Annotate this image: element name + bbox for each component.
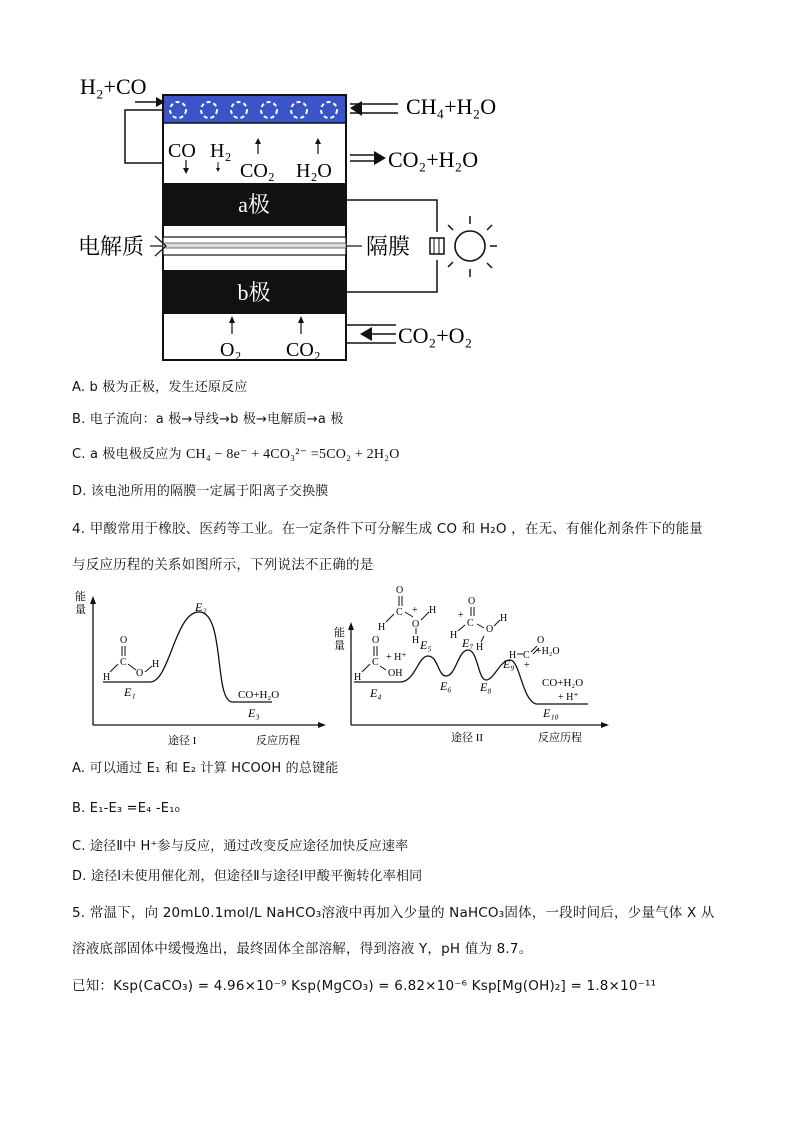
electrode-a-label: a极: [238, 192, 270, 217]
chart1-e1: E₁: [124, 685, 136, 699]
option-4a: A. 可以通过 E₁ 和 E₂ 计算 HCOOH 的总键能: [72, 761, 339, 776]
species-co: CO: [168, 140, 196, 162]
svg-text:O: O: [468, 596, 476, 607]
svg-text:H: H: [354, 672, 362, 683]
intermediate-structure-1: [378, 585, 436, 646]
species-h2o: H₂O: [296, 160, 332, 182]
chart1-e3: E₃: [248, 706, 260, 720]
question-5-line2: 溶液底部固体中缓慢逸出，最终固体全部溶解，得到溶液 Y，pH 值为 8.7。: [72, 941, 533, 957]
chart1-xlabel-route: 途径 I: [168, 735, 197, 747]
option-3d: D. 该电池所用的隔膜一定属于阳离子交换膜: [72, 484, 329, 499]
membrane-label: 隔膜: [366, 234, 411, 259]
chart2-plus-h2o: +H₂O: [536, 646, 560, 657]
inlet-gas-top: CH₄+H₂O: [406, 94, 497, 119]
svg-text:H: H: [476, 642, 484, 653]
svg-text:C: C: [396, 607, 403, 618]
chart2-e9: E₉: [503, 657, 515, 671]
species-co2: CO₂: [240, 160, 275, 182]
chart1-e2: E₂: [195, 600, 207, 614]
species-h2: H₂: [210, 140, 232, 162]
option-3c-equation: CH₄ − 8e⁻ + 4CO₃²⁻ =5CO₂ + 2H₂O: [185, 447, 400, 462]
option-3a: A. b 极为正极，发生还原反应: [72, 380, 248, 395]
chart1-xlabel-progress: 反应历程: [256, 735, 300, 747]
chart2-e10: E₁₀: [543, 706, 559, 720]
chart2-product-line2: + H⁺: [558, 692, 579, 703]
svg-text:+: +: [412, 605, 418, 616]
svg-text:O: O: [120, 635, 128, 646]
svg-text:+: +: [524, 660, 530, 671]
svg-text:H: H: [429, 605, 437, 616]
svg-text:O: O: [136, 668, 144, 679]
svg-text:C: C: [523, 650, 530, 661]
question-4-stem-line1: 4. 甲酸常用于橡胶、医药等工业。在一定条件下可分解生成 CO 和 H₂O ，在无、有催化剂条件下的能量: [72, 521, 703, 537]
species-o2-bottom: O₂: [220, 339, 242, 361]
question-4-stem-line2: 与反应历程的关系如图所示，下列说法不正确的是: [72, 557, 374, 573]
option-4d: D. 途径Ⅰ未使用催化剂，但途径Ⅱ与途径Ⅰ甲酸平衡转化率相同: [72, 869, 423, 884]
chart1-ylabel-1: 能: [75, 591, 86, 603]
svg-text:O: O: [412, 619, 420, 630]
svg-text:OH: OH: [388, 668, 403, 679]
svg-text:+: +: [458, 610, 464, 621]
question-5-known-constants: 已知：Ksp(CaCO₃) = 4.96×10⁻⁹ Ksp(MgCO₃) = 6.82×10⁻⁶ Ksp[Mg(OH)₂] = 1.8×10⁻¹¹: [72, 978, 657, 994]
svg-text:O: O: [537, 635, 545, 646]
chart2-e6: E₆: [440, 679, 452, 693]
chart1-ylabel-2: 量: [75, 604, 86, 616]
option-4c: C. 途径Ⅱ中 H⁺参与反应，通过改变反应途径加快反应速率: [72, 839, 409, 854]
energy-chart-route-2: [334, 585, 609, 744]
chart2-plus-h: + H⁺: [386, 652, 407, 663]
svg-text:H: H: [103, 672, 111, 683]
svg-text:O: O: [486, 624, 494, 635]
chart2-e5: E₅: [420, 638, 432, 652]
formic-acid-structure-1: [103, 635, 159, 683]
chart2-ylabel-2: 量: [334, 640, 345, 652]
electrolyte-label: 电解质: [78, 234, 145, 259]
svg-text:H: H: [152, 659, 160, 670]
option-3c-prefix: C. a 极电极反应为: [72, 447, 186, 462]
inlet-gas-bottom: CO₂+O₂: [398, 323, 473, 348]
svg-text:H: H: [412, 635, 420, 646]
energy-chart-route-1: [75, 589, 326, 747]
electrode-b-label: b极: [237, 280, 271, 305]
chart2-product-line1: CO+H₂O: [542, 677, 584, 689]
svg-text:C: C: [372, 657, 379, 668]
svg-text:O: O: [372, 635, 380, 646]
svg-text:H: H: [378, 622, 386, 633]
question-5-line1: 5. 常温下，向 20mL0.1mol/L NaHCO₃溶液中再加入少量的 NaHCO₃固体，一段时间后，少量气体 X 从: [72, 905, 715, 921]
option-4b: B. E₁-E₃ =E₄ -E₁₀: [72, 801, 181, 816]
svg-text:H: H: [500, 613, 508, 624]
svg-text:C: C: [120, 657, 127, 668]
chart2-xlabel-route: 途径 II: [451, 732, 484, 744]
option-3c: [72, 445, 400, 465]
svg-text:O: O: [396, 585, 404, 596]
chart2-e8: E₈: [480, 680, 492, 694]
chart1-product: CO+H₂O: [238, 689, 280, 701]
outlet-gas-mid: CO₂+H₂O: [388, 147, 479, 172]
svg-text:H: H: [450, 630, 458, 641]
species-co2-bottom: CO₂: [286, 339, 321, 361]
svg-text:H: H: [509, 650, 517, 661]
intermediate-structure-2: [450, 596, 507, 653]
chart2-e7: E₇: [462, 636, 474, 650]
chart2-ylabel-1: 能: [334, 627, 345, 639]
chart2-e4: E₄: [370, 686, 382, 700]
option-3b: B. 电子流向：a 极→导线→b 极→电解质→a 极: [72, 412, 344, 427]
outlet-gas-top: H₂+CO: [80, 74, 147, 99]
chart2-xlabel-progress: 反应历程: [538, 732, 582, 744]
svg-text:C: C: [467, 618, 474, 629]
